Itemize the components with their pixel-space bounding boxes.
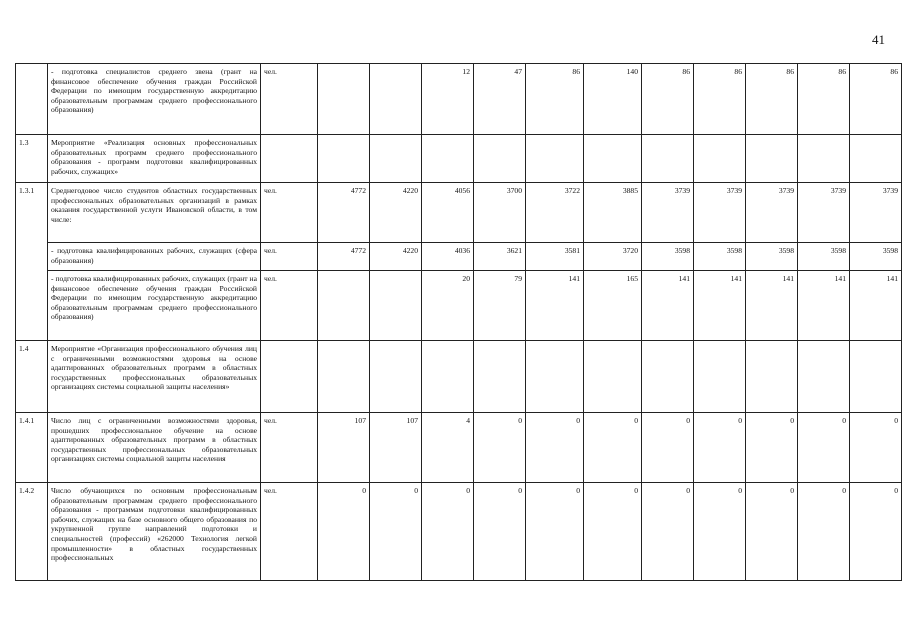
value-cell: 141 — [850, 271, 902, 341]
row-description: Мероприятие «Организация профессионального обучения лиц с ограниченными возможностями здоровья на основе адаптированных образовательных программ в областных государственных профессиональных образовательных организациях системы социальной защиты населения» — [48, 341, 261, 413]
value-cell — [318, 64, 370, 135]
value-cell — [850, 135, 902, 183]
value-cell — [422, 135, 474, 183]
row-code: 1.4.2 — [16, 483, 48, 581]
value-cell: 0 — [746, 413, 798, 483]
value-cell: 3598 — [850, 243, 902, 271]
row-unit — [261, 135, 318, 183]
row-unit: чел. — [261, 413, 318, 483]
value-cell — [694, 135, 746, 183]
value-cell: 0 — [798, 483, 850, 581]
table-row — [16, 243, 902, 271]
row-description: - подготовка квалифицированных рабочих, служащих (грант на финансовое обеспечение обучения граждан Российской Федерации по имеющим государственную аккредитацию образовательным программам среднего профессионального образования) — [48, 271, 261, 341]
value-cell: 3598 — [642, 243, 694, 271]
value-cell — [798, 135, 850, 183]
value-cell — [370, 341, 422, 413]
table-row — [16, 483, 902, 581]
value-cell: 165 — [584, 271, 642, 341]
value-cell — [798, 341, 850, 413]
row-unit — [261, 341, 318, 413]
row-description: Число лиц с ограниченными возможностями здоровья, прошедших профессиональное обучение на основе адаптированных образовательных программ в областных государственных профессиональных образовательных организациях системы социальной защиты населения — [48, 413, 261, 483]
value-cell: 3621 — [474, 243, 526, 271]
value-cell: 3739 — [746, 183, 798, 243]
value-cell: 3598 — [694, 243, 746, 271]
value-cell: 3700 — [474, 183, 526, 243]
row-code: 1.3.1 — [16, 183, 48, 341]
row-code: 1.4.1 — [16, 413, 48, 483]
value-cell: 0 — [318, 483, 370, 581]
row-unit: чел. — [261, 271, 318, 341]
value-cell — [694, 341, 746, 413]
value-cell: 0 — [474, 483, 526, 581]
value-cell: 0 — [798, 413, 850, 483]
table-row — [16, 64, 902, 135]
value-cell: 3598 — [798, 243, 850, 271]
value-cell: 0 — [370, 483, 422, 581]
value-cell: 3885 — [584, 183, 642, 243]
row-unit: чел. — [261, 243, 318, 271]
value-cell — [526, 341, 584, 413]
row-description: - подготовка специалистов среднего звена (грант на финансовое обеспечение обучения граждан Российской Федерации по имеющим государственную аккредитацию образовательным программам среднего профессионального образования) — [48, 64, 261, 135]
row-unit: чел. — [261, 183, 318, 243]
value-cell: 0 — [694, 483, 746, 581]
value-cell: 3722 — [526, 183, 584, 243]
value-cell: 107 — [318, 413, 370, 483]
value-cell: 4220 — [370, 243, 422, 271]
value-cell: 3739 — [642, 183, 694, 243]
value-cell: 3581 — [526, 243, 584, 271]
value-cell: 0 — [422, 483, 474, 581]
value-cell — [318, 341, 370, 413]
value-cell — [642, 341, 694, 413]
row-unit: чел. — [261, 483, 318, 581]
value-cell: 4056 — [422, 183, 474, 243]
value-cell: 47 — [474, 64, 526, 135]
value-cell — [370, 135, 422, 183]
row-unit: чел. — [261, 64, 318, 135]
value-cell: 3598 — [746, 243, 798, 271]
value-cell: 0 — [746, 483, 798, 581]
row-description: Мероприятие «Реализация основных профессиональных образовательных программ среднего профессионального образования - программ подготовки квалифицированных рабочих, служащих» — [48, 135, 261, 183]
row-description: Число обучающихся по основным профессиональным образовательным программам среднего профессионального образования - программам подготовки квалифицированных рабочих, служащих на базе основного общего образования по укрупненной группе направлений подготовки и специальностей (профессий) «262000 Технология легкой промышленности» в областных государственных профессиональных — [48, 483, 261, 581]
value-cell — [850, 341, 902, 413]
table-row — [16, 413, 902, 483]
value-cell: 140 — [584, 64, 642, 135]
value-cell: 0 — [642, 483, 694, 581]
value-cell — [370, 271, 422, 341]
value-cell: 86 — [798, 64, 850, 135]
value-cell — [526, 135, 584, 183]
table-row — [16, 341, 902, 413]
value-cell — [474, 135, 526, 183]
value-cell — [422, 341, 474, 413]
value-cell — [318, 271, 370, 341]
value-cell: 20 — [422, 271, 474, 341]
value-cell: 0 — [694, 413, 746, 483]
value-cell: 141 — [642, 271, 694, 341]
value-cell: 141 — [746, 271, 798, 341]
value-cell: 107 — [370, 413, 422, 483]
value-cell — [642, 135, 694, 183]
value-cell: 86 — [694, 64, 746, 135]
value-cell — [474, 341, 526, 413]
value-cell: 0 — [850, 483, 902, 581]
value-cell — [584, 341, 642, 413]
value-cell — [370, 64, 422, 135]
value-cell: 0 — [584, 483, 642, 581]
value-cell: 4220 — [370, 183, 422, 243]
value-cell: 86 — [850, 64, 902, 135]
indicators-table — [15, 63, 902, 581]
row-code: 1.3 — [16, 135, 48, 183]
value-cell: 4772 — [318, 243, 370, 271]
value-cell: 86 — [746, 64, 798, 135]
value-cell: 0 — [642, 413, 694, 483]
value-cell: 4 — [422, 413, 474, 483]
value-cell: 0 — [474, 413, 526, 483]
value-cell — [318, 135, 370, 183]
value-cell: 0 — [526, 483, 584, 581]
table-row — [16, 271, 902, 341]
table-row — [16, 183, 902, 243]
value-cell: 86 — [526, 64, 584, 135]
row-description: - подготовка квалифицированных рабочих, служащих (сфера образования) — [48, 243, 261, 271]
value-cell — [584, 135, 642, 183]
value-cell: 141 — [694, 271, 746, 341]
value-cell: 3739 — [850, 183, 902, 243]
value-cell: 4772 — [318, 183, 370, 243]
row-description: Среднегодовое число студентов областных государственных профессиональных образовательных организаций в рамках оказания государственной услуги Ивановской области, в том числе: — [48, 183, 261, 243]
value-cell: 79 — [474, 271, 526, 341]
value-cell: 141 — [526, 271, 584, 341]
value-cell: 3720 — [584, 243, 642, 271]
value-cell — [746, 135, 798, 183]
row-code — [16, 64, 48, 135]
value-cell: 12 — [422, 64, 474, 135]
value-cell: 3739 — [694, 183, 746, 243]
value-cell: 0 — [526, 413, 584, 483]
value-cell: 0 — [850, 413, 902, 483]
row-code: 1.4 — [16, 341, 48, 413]
value-cell: 141 — [798, 271, 850, 341]
page-number: 41 — [872, 32, 885, 47]
value-cell: 86 — [642, 64, 694, 135]
table-row — [16, 135, 902, 183]
value-cell — [746, 341, 798, 413]
value-cell: 4036 — [422, 243, 474, 271]
value-cell: 3739 — [798, 183, 850, 243]
value-cell: 0 — [584, 413, 642, 483]
